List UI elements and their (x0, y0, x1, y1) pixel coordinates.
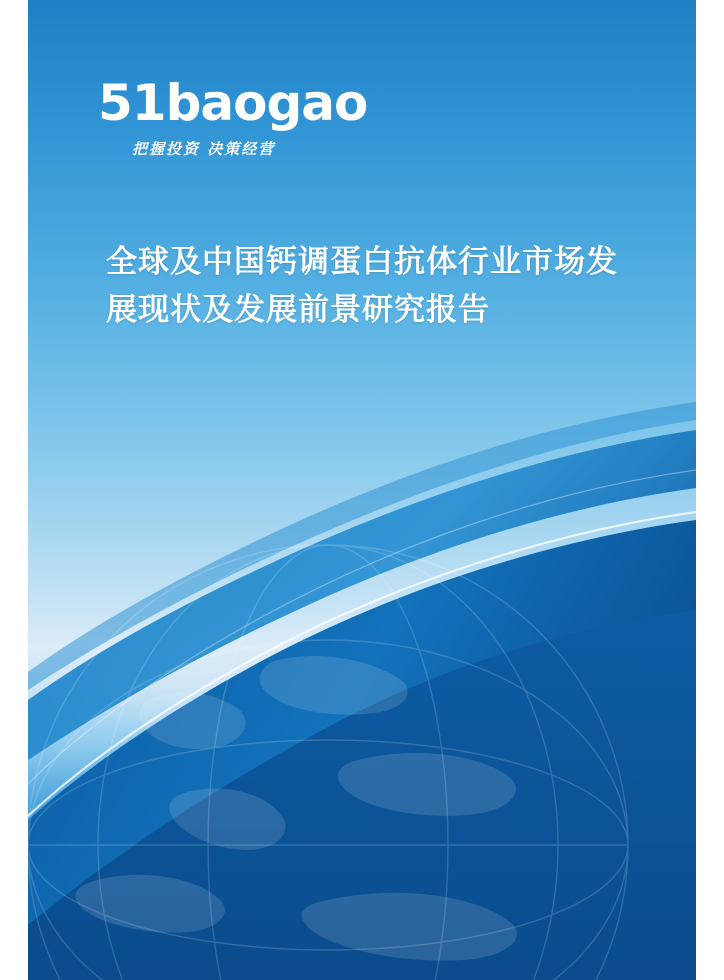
brand-logo-mark: 51 (98, 74, 166, 132)
brand-tagline: 把握投资 决策经营 (132, 140, 276, 158)
brand-logo (98, 74, 398, 173)
cover-background (28, 0, 696, 980)
brand-logo-name: baogao (165, 74, 368, 132)
brand-logo-text (98, 74, 398, 132)
report-title: 全球及中国钙调蛋白抗体行业市场发展现状及发展前景研究报告 (106, 244, 618, 329)
